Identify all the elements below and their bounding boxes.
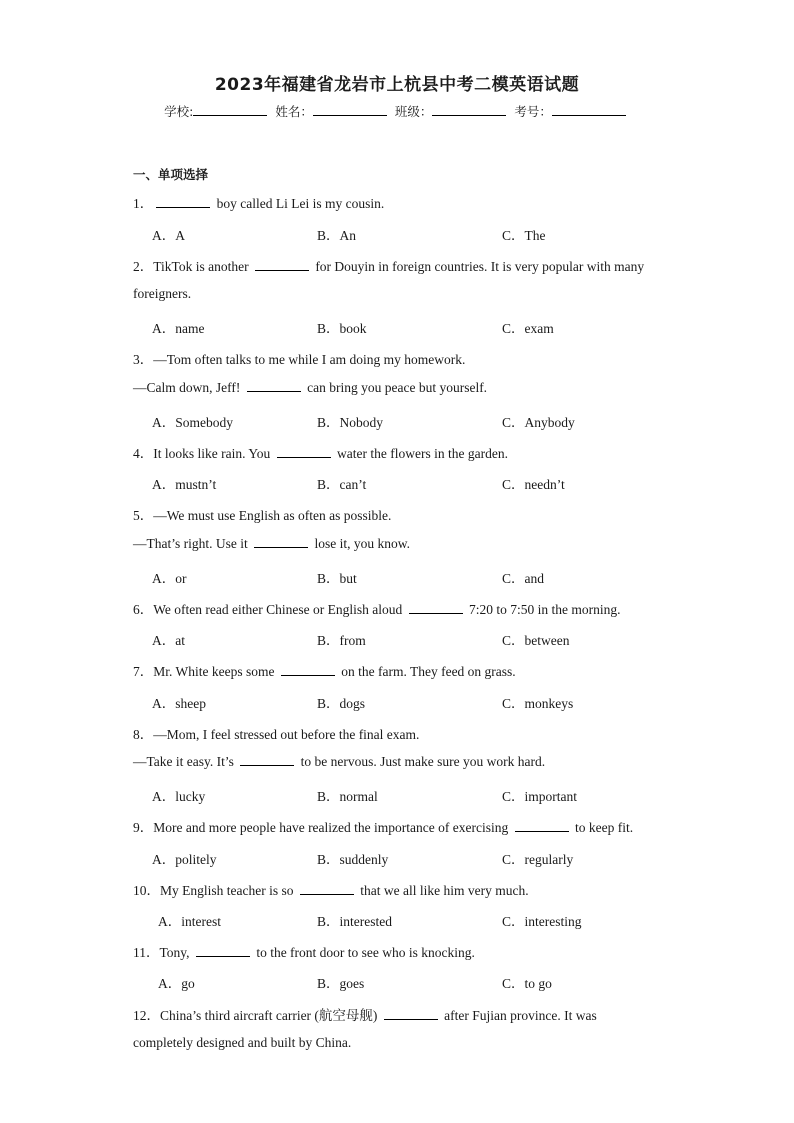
name-blank[interactable] <box>313 103 387 116</box>
question-text: 9．More and more people have realized the importance of exercising <box>133 820 512 835</box>
question-text: on the farm. They feed on grass. <box>337 664 516 679</box>
option-c[interactable]: C．and <box>502 571 544 586</box>
answer-blank <box>196 945 250 957</box>
class-blank[interactable] <box>432 103 506 116</box>
student-info-line <box>0 102 794 120</box>
option-b[interactable]: B．normal <box>317 789 378 804</box>
question-9 <box>133 816 633 836</box>
question-text: 1． <box>133 196 154 211</box>
option-a[interactable]: A．go <box>158 976 195 991</box>
question-text: —Calm down, Jeff! <box>133 380 244 395</box>
option-b[interactable]: B．but <box>317 571 357 586</box>
option-a[interactable]: A．A <box>152 228 185 243</box>
school-label: 学校: <box>164 104 194 119</box>
question-text: 2．TikTok is another <box>133 259 252 274</box>
option-c[interactable]: C．Anybody <box>502 415 575 430</box>
question-5-response <box>133 536 410 552</box>
name-label: 姓名： <box>275 104 313 119</box>
question-7 <box>133 660 516 680</box>
question-text: to be nervous. Just make sure you work hard. <box>297 754 546 769</box>
option-a[interactable]: A．or <box>152 571 187 586</box>
option-a[interactable]: A．lucky <box>152 789 206 804</box>
question-text: 4．It looks like rain. You <box>133 446 274 461</box>
answer-blank <box>409 602 463 614</box>
question-text: 7:20 to 7:50 in the morning. <box>465 602 621 617</box>
school-blank[interactable] <box>193 103 267 116</box>
question-2 <box>133 255 644 275</box>
option-c[interactable]: C．interesting <box>502 914 582 929</box>
question-6 <box>133 598 620 618</box>
question-text: 10．My English teacher is so <box>133 883 297 898</box>
question-8: 8．—Mom, I feel stressed out before the final exam. <box>133 727 420 742</box>
option-a[interactable]: A．politely <box>152 852 217 867</box>
option-a[interactable]: A．name <box>152 321 205 336</box>
answer-blank <box>281 664 335 676</box>
question-1 <box>133 192 384 212</box>
section-heading: 一、单项选择 <box>133 167 209 182</box>
question-text: —Take it easy. It’s <box>133 754 238 769</box>
option-b[interactable]: B．can’t <box>317 477 367 492</box>
option-c[interactable]: C．regularly <box>502 852 574 867</box>
question-4 <box>133 442 508 462</box>
question-text: that we all like him very much. <box>356 883 529 898</box>
option-b[interactable]: B．book <box>317 321 367 336</box>
question-text: for Douyin in foreign countries. It is very popular with many <box>311 259 645 274</box>
option-b[interactable]: B．Nobody <box>317 415 384 430</box>
answer-blank <box>156 196 210 208</box>
option-b[interactable]: B．goes <box>317 976 365 991</box>
question-5: 5．—We must use English as often as possible. <box>133 508 392 523</box>
option-c[interactable]: C．monkeys <box>502 696 574 711</box>
number-blank[interactable] <box>552 103 626 116</box>
option-b[interactable]: B．from <box>317 633 366 648</box>
question-text: water the flowers in the garden. <box>333 446 508 461</box>
question-text: lose it, you know. <box>311 536 410 551</box>
question-text: —That’s right. Use it <box>133 536 252 551</box>
option-c[interactable]: C．important <box>502 789 577 804</box>
option-a[interactable]: A．mustn’t <box>152 477 217 492</box>
question-text: to the front door to see who is knocking. <box>252 945 475 960</box>
question-text: 7．Mr. White keeps some <box>133 664 278 679</box>
question-2-continued: foreigners. <box>133 286 192 301</box>
question-12-continued: completely designed and built by China. <box>133 1035 352 1050</box>
option-c[interactable]: C．exam <box>502 321 554 336</box>
question-12 <box>133 1004 597 1024</box>
question-3: 3．—Tom often talks to me while I am doing my homework. <box>133 352 466 367</box>
question-text: boy called Li Lei is my cousin. <box>213 196 385 211</box>
answer-blank <box>384 1008 438 1020</box>
question-10 <box>133 879 529 899</box>
option-b[interactable]: B．interested <box>317 914 392 929</box>
option-a[interactable]: A．at <box>152 633 185 648</box>
answer-blank <box>247 380 301 392</box>
question-8-response <box>133 754 545 770</box>
question-text: can bring you peace but yourself. <box>303 380 488 395</box>
answer-blank <box>254 536 308 548</box>
option-c[interactable]: C．The <box>502 228 546 243</box>
number-label: 考号： <box>514 104 552 119</box>
page-title: 2023年福建省龙岩市上杭县中考二模英语试题 <box>214 75 580 95</box>
question-text: 11．Tony, <box>133 945 193 960</box>
question-text: after Fujian province. It was <box>440 1008 597 1023</box>
option-b[interactable]: B．suddenly <box>317 852 389 867</box>
class-label: 班级： <box>394 104 433 119</box>
question-text: to keep fit. <box>571 820 634 835</box>
answer-blank <box>277 446 331 458</box>
option-a[interactable]: A．interest <box>158 914 221 929</box>
question-text: 12．China’s third aircraft carrier (航空母舰) <box>133 1008 381 1023</box>
option-b[interactable]: B．An <box>317 228 357 243</box>
option-a[interactable]: A．sheep <box>152 696 206 711</box>
question-text: 6．We often read either Chinese or English aloud <box>133 602 406 617</box>
option-c[interactable]: C．between <box>502 633 570 648</box>
option-a[interactable]: A．Somebody <box>152 415 233 430</box>
answer-blank <box>300 883 354 895</box>
answer-blank <box>240 754 294 766</box>
question-11 <box>133 941 475 961</box>
question-3-response <box>133 380 487 396</box>
option-b[interactable]: B．dogs <box>317 696 366 711</box>
answer-blank <box>515 820 569 832</box>
option-c[interactable]: C．needn’t <box>502 477 565 492</box>
answer-blank <box>255 259 309 271</box>
option-c[interactable]: C．to go <box>502 976 552 991</box>
